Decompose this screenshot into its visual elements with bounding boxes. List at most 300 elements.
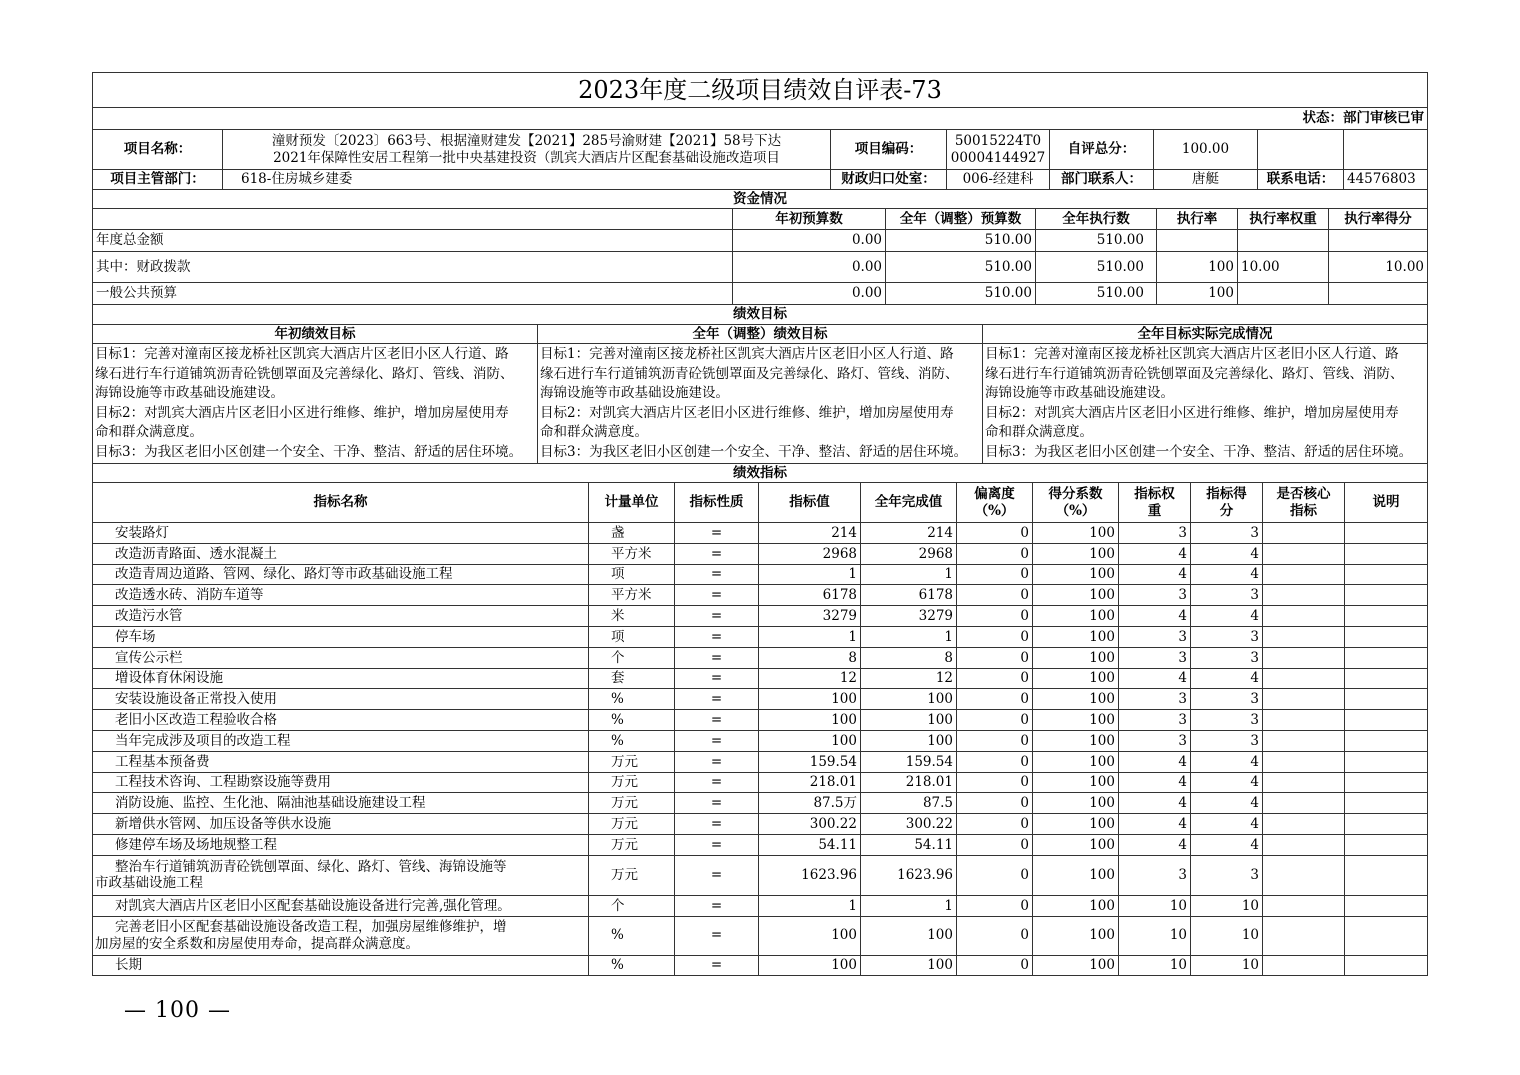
- funds-rate: [1157, 230, 1238, 251]
- ind-weight: 3: [1119, 585, 1191, 605]
- ind-deviation: 0: [957, 689, 1033, 709]
- ind-note: [1345, 917, 1427, 955]
- ind-nature: =: [675, 689, 759, 709]
- ind-weight: 10: [1119, 896, 1191, 916]
- ind-note: [1345, 544, 1427, 564]
- project-name-row: [92, 130, 1428, 170]
- ind-header-coef: [1033, 483, 1119, 522]
- ind-score: 3: [1191, 523, 1263, 543]
- ind-core-flag: [1263, 544, 1345, 564]
- ind-name-line: 当年完成涉及项目的改造工程: [115, 732, 291, 749]
- ind-core-flag: [1263, 523, 1345, 543]
- funds-score: [1329, 283, 1427, 304]
- ind-weight: 4: [1119, 773, 1191, 793]
- status-text: 状态：部门审核已审: [1302, 110, 1424, 127]
- phone-value: 44576803: [1347, 171, 1416, 188]
- ind-note: [1345, 896, 1427, 916]
- ind-deviation: 0: [957, 856, 1033, 895]
- ind-score-coef: 100: [1033, 710, 1119, 730]
- ind-unit: 个: [589, 896, 675, 916]
- ind-score: 3: [1191, 585, 1263, 605]
- funds-header-weight: 执行率权重: [1238, 209, 1329, 229]
- ind-actual-value: 6178: [861, 585, 957, 605]
- ind-nature: =: [675, 565, 759, 585]
- goal-line: 海锦设施等市政基础设施建设。: [95, 385, 284, 401]
- ind-score-coef: 100: [1033, 523, 1119, 543]
- ind-score-coef: 100: [1033, 585, 1119, 605]
- funds-header-adjusted: 全年（调整）预算数: [886, 209, 1036, 229]
- department-value: 618-住房城乡建委: [223, 170, 831, 189]
- ind-target-value: 100: [759, 917, 861, 955]
- ind-unit: 万元: [589, 773, 675, 793]
- ind-header-score-2: 分: [1219, 502, 1234, 519]
- project-code-label: 项目编码：: [831, 130, 947, 169]
- funds-row-label: 年度总金额: [93, 230, 733, 251]
- ind-nature: =: [675, 856, 759, 895]
- ind-header-value: 指标值: [759, 483, 861, 522]
- ind-core-flag: [1263, 648, 1345, 668]
- ind-weight: 3: [1119, 648, 1191, 668]
- funds-row: [92, 252, 1428, 283]
- ind-name: [93, 523, 589, 543]
- ind-core-flag: [1263, 669, 1345, 689]
- ind-target-value: 12: [759, 669, 861, 689]
- ind-deviation: 0: [957, 585, 1033, 605]
- indicator-row: [92, 710, 1428, 731]
- ind-score-coef: 100: [1033, 627, 1119, 647]
- ind-note: [1345, 814, 1427, 834]
- goal-line: 目标3：为我区老旧小区创建一个安全、干净、整洁、舒适的居住环境。: [540, 443, 968, 460]
- ind-note: [1345, 606, 1427, 626]
- ind-unit: 项: [589, 565, 675, 585]
- ind-name: [93, 752, 589, 772]
- ind-header-deviation-2: （%）: [974, 502, 1015, 519]
- ind-core-flag: [1263, 835, 1345, 855]
- funds-score: 10.00: [1385, 258, 1424, 275]
- ind-deviation: 0: [957, 956, 1033, 976]
- indicators-section-row: [92, 464, 1428, 483]
- project-name-label: 项目名称：: [93, 130, 223, 169]
- ind-header-weight-1: 指标权: [1134, 486, 1175, 503]
- ind-unit: 万元: [589, 752, 675, 772]
- ind-weight: 3: [1119, 689, 1191, 709]
- ind-name: [93, 731, 589, 751]
- ind-core-flag: [1263, 585, 1345, 605]
- ind-score-coef: 100: [1033, 565, 1119, 585]
- ind-name: [93, 565, 589, 585]
- ind-unit: %: [589, 710, 675, 730]
- ind-score: 3: [1191, 856, 1263, 895]
- ind-actual-value: 3279: [861, 606, 957, 626]
- performance-evaluation-form: [92, 72, 1428, 976]
- ind-name-line: 修建停车场及场地规整工程: [115, 836, 277, 853]
- ind-score-coef: 100: [1033, 606, 1119, 626]
- funds-initial: 0.00: [733, 283, 886, 304]
- ind-name: [93, 585, 589, 605]
- ind-score-coef: 100: [1033, 793, 1119, 813]
- ind-core-flag: [1263, 731, 1345, 751]
- ind-weight: 4: [1119, 544, 1191, 564]
- indicator-row: [92, 731, 1428, 752]
- funds-executed: 510.00: [1036, 283, 1157, 304]
- ind-actual-value: 100: [861, 710, 957, 730]
- goals-section-title: 绩效目标: [733, 306, 787, 323]
- ind-actual-value: 8: [861, 648, 957, 668]
- ind-score: 10: [1191, 917, 1263, 955]
- ind-deviation: 0: [957, 544, 1033, 564]
- ind-deviation: 0: [957, 627, 1033, 647]
- ind-weight: 3: [1119, 627, 1191, 647]
- ind-name-line: 改造青周边道路、管网、绿化、路灯等市政基础设施工程: [115, 566, 453, 583]
- ind-name-line: 改造沥青路面、透水混凝土: [115, 545, 277, 562]
- ind-unit: 个: [589, 648, 675, 668]
- ind-header-name: 指标名称: [93, 483, 589, 522]
- ind-nature: =: [675, 896, 759, 916]
- ind-score: 4: [1191, 669, 1263, 689]
- ind-actual-value: 100: [861, 689, 957, 709]
- ind-header-deviation-1: 偏离度: [974, 486, 1015, 503]
- ind-deviation: 0: [957, 731, 1033, 751]
- ind-name: [93, 917, 589, 955]
- ind-unit: 项: [589, 627, 675, 647]
- ind-name-line: 改造污水管: [115, 607, 183, 624]
- ind-name-line: 完善老旧小区配套基础设施设备改造工程，加强房屋维修维护，增: [115, 919, 507, 936]
- ind-name-line: 宣传公示栏: [115, 649, 183, 666]
- ind-nature: =: [675, 710, 759, 730]
- ind-deviation: 0: [957, 835, 1033, 855]
- ind-core-flag: [1263, 710, 1345, 730]
- ind-actual-value: 218.01: [861, 773, 957, 793]
- funds-initial: 0.00: [733, 252, 886, 282]
- ind-name-line: 长期: [115, 957, 142, 974]
- ind-name-line: 安装设施设备正常投入使用: [115, 691, 277, 708]
- funds-header-blank: [93, 209, 733, 229]
- project-name-line-1: 潼财预发〔2023〕663号、根据潼财建发【2021】285号渝财建【2021】58号下达: [271, 133, 782, 150]
- goal-line: 海锦设施等市政基础设施建设。: [985, 385, 1174, 401]
- ind-unit: 万元: [589, 793, 675, 813]
- funds-adjusted: 510.00: [886, 283, 1036, 304]
- ind-score-coef: 100: [1033, 917, 1119, 955]
- ind-target-value: 3279: [759, 606, 861, 626]
- funds-weight: [1238, 283, 1329, 304]
- ind-unit: 平方米: [589, 585, 675, 605]
- ind-name: [93, 648, 589, 668]
- ind-actual-value: 300.22: [861, 814, 957, 834]
- indicator-row: [92, 752, 1428, 773]
- funds-adjusted: 510.00: [886, 252, 1036, 282]
- ind-unit: %: [589, 956, 675, 976]
- ind-name-line: 增设体育休闲设施: [115, 670, 223, 687]
- ind-target-value: 100: [759, 956, 861, 976]
- indicator-row: [92, 956, 1428, 977]
- ind-deviation: 0: [957, 565, 1033, 585]
- ind-name: [93, 856, 589, 895]
- funds-header-score: 执行率得分: [1344, 210, 1412, 227]
- ind-target-value: 300.22: [759, 814, 861, 834]
- ind-nature: =: [675, 814, 759, 834]
- ind-weight: 3: [1119, 710, 1191, 730]
- funds-adjusted: 510.00: [886, 230, 1036, 251]
- ind-header-score: [1191, 483, 1263, 522]
- ind-nature: =: [675, 523, 759, 543]
- ind-nature: =: [675, 669, 759, 689]
- goal-line: 目标2：对凯宾大酒店片区老旧小区进行维修、维护，增加房屋使用寿: [985, 404, 1399, 421]
- ind-deviation: 0: [957, 669, 1033, 689]
- ind-note: [1345, 669, 1427, 689]
- goals-section-row: [92, 305, 1428, 325]
- ind-score-coef: 100: [1033, 669, 1119, 689]
- ind-score-coef: 100: [1033, 956, 1119, 976]
- ind-core-flag: [1263, 956, 1345, 976]
- goal-line: 目标3：为我区老旧小区创建一个安全、干净、整洁、舒适的居住环境。: [985, 443, 1413, 460]
- ind-name: [93, 773, 589, 793]
- funds-section-title: 资金情况: [733, 190, 787, 207]
- funds-row: [92, 230, 1428, 252]
- goal-line: 目标1：完善对潼南区接龙桥社区凯宾大酒店片区老旧小区人行道、路: [985, 346, 1399, 362]
- ind-score-coef: 100: [1033, 752, 1119, 772]
- goals-adjusted-text: [538, 344, 983, 463]
- funds-section-row: [92, 190, 1428, 209]
- ind-weight: 4: [1119, 752, 1191, 772]
- ind-deviation: 0: [957, 896, 1033, 916]
- goal-line: 目标2：对凯宾大酒店片区老旧小区进行维修、维护，增加房屋使用寿: [95, 404, 509, 421]
- ind-score-coef: 100: [1033, 648, 1119, 668]
- ind-score-coef: 100: [1033, 835, 1119, 855]
- ind-actual-value: 100: [861, 731, 957, 751]
- project-name-value: [223, 130, 831, 169]
- ind-target-value: 2968: [759, 544, 861, 564]
- form-title: 2023年度二级项目绩效自评表-73: [578, 75, 942, 104]
- ind-name-line: 安装路灯: [115, 524, 169, 541]
- ind-core-flag: [1263, 856, 1345, 895]
- ind-note: [1345, 710, 1427, 730]
- ind-header-core: [1263, 483, 1345, 522]
- department-label: 项目主管部门：: [93, 170, 223, 189]
- ind-unit: 平方米: [589, 544, 675, 564]
- funds-initial: 0.00: [733, 230, 886, 251]
- ind-header-score-1: 指标得: [1206, 486, 1247, 503]
- ind-header-core-1: 是否核心: [1276, 486, 1331, 503]
- indicator-row: [92, 606, 1428, 627]
- ind-actual-value: 2968: [861, 544, 957, 564]
- ind-note: [1345, 752, 1427, 772]
- ind-name: [93, 669, 589, 689]
- ind-name: [93, 956, 589, 976]
- goals-initial-text: [93, 344, 538, 463]
- ind-target-value: 1623.96: [759, 856, 861, 895]
- funds-rate: 100: [1157, 252, 1238, 282]
- ind-header-actual: 全年完成值: [861, 483, 957, 522]
- indicator-row: [92, 523, 1428, 544]
- funds-row-label: 一般公共预算: [93, 283, 733, 304]
- ind-core-flag: [1263, 752, 1345, 772]
- ind-nature: =: [675, 917, 759, 955]
- ind-note: [1345, 793, 1427, 813]
- ind-name: [93, 814, 589, 834]
- goals-header-row: [92, 325, 1428, 344]
- ind-unit: %: [589, 917, 675, 955]
- ind-score: 4: [1191, 793, 1263, 813]
- indicator-row: [92, 585, 1428, 606]
- ind-score-coef: 100: [1033, 731, 1119, 751]
- department-row: [92, 170, 1428, 190]
- ind-target-value: 100: [759, 710, 861, 730]
- ind-name-line: 工程基本预备费: [115, 753, 210, 770]
- ind-nature: =: [675, 956, 759, 976]
- funds-header-initial: 年初预算数: [733, 209, 886, 229]
- indicator-row: [92, 793, 1428, 814]
- ind-deviation: 0: [957, 752, 1033, 772]
- ind-actual-value: 1: [861, 896, 957, 916]
- ind-name: [93, 835, 589, 855]
- ind-weight: 10: [1119, 956, 1191, 976]
- ind-nature: =: [675, 648, 759, 668]
- ind-name-line: 停车场: [115, 628, 156, 645]
- ind-note: [1345, 773, 1427, 793]
- ind-deviation: 0: [957, 710, 1033, 730]
- ind-deviation: 0: [957, 648, 1033, 668]
- ind-header-weight-2: 重: [1147, 502, 1162, 519]
- indicator-row: [92, 896, 1428, 917]
- ind-score: 4: [1191, 814, 1263, 834]
- ind-target-value: 1: [759, 565, 861, 585]
- ind-core-flag: [1263, 793, 1345, 813]
- ind-weight: 3: [1119, 523, 1191, 543]
- ind-actual-value: 214: [861, 523, 957, 543]
- ind-nature: =: [675, 585, 759, 605]
- ind-weight: 4: [1119, 814, 1191, 834]
- ind-core-flag: [1263, 606, 1345, 626]
- page-number: — 100 —: [124, 998, 231, 1023]
- project-code-line-2: 00004144927: [950, 149, 1046, 166]
- ind-score: 4: [1191, 773, 1263, 793]
- ind-name: [93, 606, 589, 626]
- ind-unit: %: [589, 689, 675, 709]
- goals-actual-text: [983, 344, 1427, 463]
- ind-target-value: 218.01: [759, 773, 861, 793]
- indicator-row: [92, 544, 1428, 565]
- ind-header-weight: [1119, 483, 1191, 522]
- funds-header-executed: 全年执行数: [1036, 209, 1157, 229]
- blank-cell: [1344, 130, 1427, 169]
- ind-weight: 4: [1119, 835, 1191, 855]
- ind-score-coef: 100: [1033, 814, 1119, 834]
- self-score-value: 100.00: [1154, 130, 1258, 169]
- ind-note: [1345, 731, 1427, 751]
- ind-unit: 套: [589, 669, 675, 689]
- ind-nature: =: [675, 627, 759, 647]
- ind-header-unit: 计量单位: [589, 483, 675, 522]
- ind-nature: =: [675, 606, 759, 626]
- ind-deviation: 0: [957, 523, 1033, 543]
- ind-header-note: 说明: [1372, 494, 1400, 511]
- ind-unit: %: [589, 731, 675, 751]
- project-name-line-2: 2021年保障性安居工程第一批中央基建投资（凯宾大酒店片区配套基础设施改造项目: [273, 149, 780, 166]
- goal-line: 目标3：为我区老旧小区创建一个安全、干净、整洁、舒适的居住环境。: [95, 443, 523, 460]
- ind-unit: 万元: [589, 814, 675, 834]
- ind-unit: 盏: [589, 523, 675, 543]
- ind-target-value: 159.54: [759, 752, 861, 772]
- ind-name-line: 对凯宾大酒店片区老旧小区配套基础设施设备进行完善,强化管理。: [115, 897, 511, 914]
- funds-row-label: 其中：财政拨款: [93, 252, 733, 282]
- ind-score: 10: [1191, 896, 1263, 916]
- ind-deviation: 0: [957, 773, 1033, 793]
- indicator-row: [92, 814, 1428, 835]
- goal-line: 命和群众满意度。: [95, 424, 203, 440]
- ind-weight: 3: [1119, 856, 1191, 895]
- funds-weight: [1238, 230, 1329, 251]
- ind-score: 3: [1191, 648, 1263, 668]
- indicators-body: [92, 523, 1428, 976]
- ind-actual-value: 87.5: [861, 793, 957, 813]
- goals-content-row: [92, 344, 1428, 464]
- funds-executed: 510.00: [1036, 230, 1157, 251]
- project-code-value: [947, 130, 1050, 169]
- ind-score-coef: 100: [1033, 856, 1119, 895]
- ind-actual-value: 1: [861, 627, 957, 647]
- ind-score: 4: [1191, 565, 1263, 585]
- ind-note: [1345, 956, 1427, 976]
- ind-target-value: 6178: [759, 585, 861, 605]
- indicator-row: [92, 773, 1428, 794]
- goals-header-adjusted: 全年（调整）绩效目标: [538, 325, 983, 343]
- funds-score: [1329, 230, 1427, 251]
- goals-header-initial: 年初绩效目标: [93, 325, 538, 343]
- ind-score-coef: 100: [1033, 773, 1119, 793]
- goal-line: 目标1：完善对潼南区接龙桥社区凯宾大酒店片区老旧小区人行道、路: [540, 346, 954, 362]
- ind-core-flag: [1263, 773, 1345, 793]
- indicator-row: [92, 917, 1428, 956]
- ind-actual-value: 1623.96: [861, 856, 957, 895]
- ind-score: 4: [1191, 835, 1263, 855]
- indicator-row: [92, 648, 1428, 669]
- goal-line: 命和群众满意度。: [540, 424, 648, 440]
- ind-target-value: 87.5万: [759, 793, 861, 813]
- finance-office-label: 财政归口处室：: [831, 170, 947, 189]
- ind-target-value: 8: [759, 648, 861, 668]
- ind-core-flag: [1263, 689, 1345, 709]
- indicator-row: [92, 856, 1428, 896]
- ind-weight: 10: [1119, 917, 1191, 955]
- ind-target-value: 100: [759, 689, 861, 709]
- contact-person-label: 部门联系人：: [1050, 170, 1154, 189]
- ind-name: [93, 896, 589, 916]
- goals-header-actual: 全年目标实际完成情况: [1137, 325, 1273, 342]
- ind-score: 3: [1191, 689, 1263, 709]
- ind-score-coef: 100: [1033, 689, 1119, 709]
- ind-weight: 3: [1119, 731, 1191, 751]
- ind-target-value: 214: [759, 523, 861, 543]
- ind-note: [1345, 856, 1427, 895]
- indicator-row: [92, 835, 1428, 856]
- ind-score: 3: [1191, 710, 1263, 730]
- ind-actual-value: 12: [861, 669, 957, 689]
- goal-line: 海锦设施等市政基础设施建设。: [540, 385, 729, 401]
- ind-actual-value: 54.11: [861, 835, 957, 855]
- ind-deviation: 0: [957, 917, 1033, 955]
- ind-header-core-2: 指标: [1290, 502, 1317, 519]
- ind-note: [1345, 565, 1427, 585]
- ind-name-line: 消防设施、监控、生化池、隔油池基础设施建设工程: [115, 795, 426, 812]
- ind-name-line: 改造透水砖、消防车道等: [115, 587, 264, 604]
- ind-core-flag: [1263, 896, 1345, 916]
- ind-weight: 4: [1119, 606, 1191, 626]
- goal-line: 命和群众满意度。: [985, 424, 1093, 440]
- indicators-header-row: [92, 483, 1428, 523]
- indicator-row: [92, 627, 1428, 648]
- ind-name: [93, 627, 589, 647]
- indicator-row: [92, 669, 1428, 690]
